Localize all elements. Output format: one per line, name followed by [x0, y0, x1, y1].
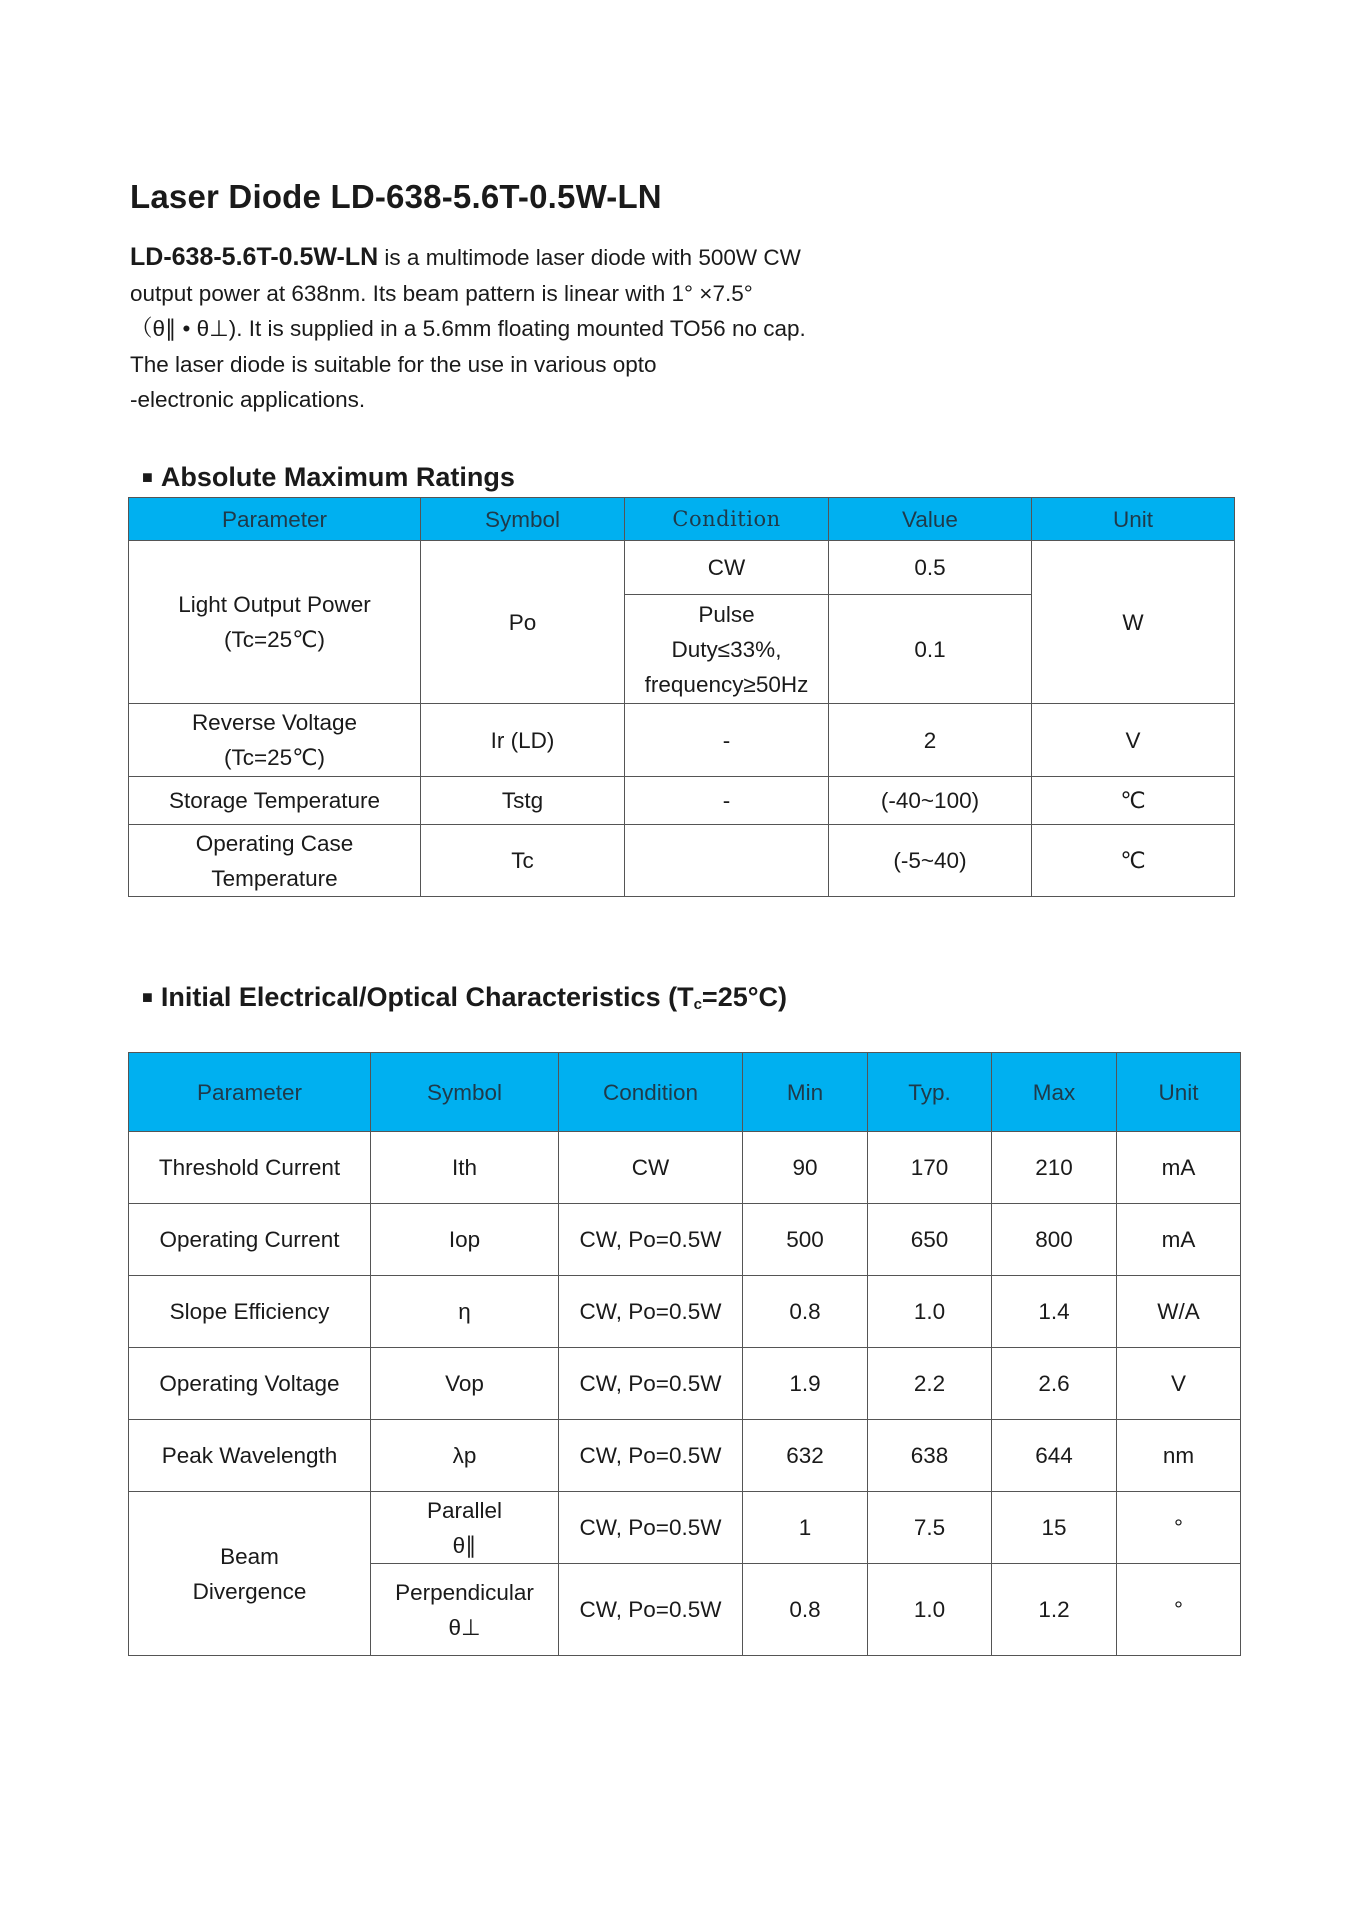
cell-unit: mA	[1117, 1132, 1241, 1204]
col-header: Max	[992, 1053, 1117, 1132]
cell-condition: CW, Po=0.5W	[559, 1420, 743, 1492]
cell-text: Operating Case	[195, 830, 354, 856]
cell-value: (-5~40)	[829, 825, 1032, 897]
cell-typ: 7.5	[868, 1492, 992, 1564]
col-header: Min	[743, 1053, 868, 1132]
col-header: Condition	[625, 498, 829, 541]
cell-symbol: η	[371, 1276, 559, 1348]
cell-text: Duty≤33%,	[671, 636, 782, 662]
cell-condition: CW	[625, 541, 829, 595]
intro-line-5: -electronic applications.	[130, 387, 366, 412]
table-row	[129, 777, 1235, 825]
cell-typ: 650	[868, 1204, 992, 1276]
cell-min: 500	[743, 1204, 868, 1276]
cell-condition: CW, Po=0.5W	[559, 1276, 743, 1348]
cell-text: θ∥	[452, 1532, 477, 1558]
cell-unit: W/A	[1117, 1276, 1241, 1348]
cell-condition: CW, Po=0.5W	[559, 1204, 743, 1276]
cell-max: 15	[992, 1492, 1117, 1564]
col-header: Typ.	[868, 1053, 992, 1132]
table-header-row	[129, 1053, 1241, 1132]
col-header: Value	[829, 498, 1032, 541]
cell-text: Parallel	[426, 1497, 503, 1523]
col-header: Condition	[559, 1053, 743, 1132]
cell-text: Reverse Voltage	[191, 710, 358, 735]
cell-symbol: Tc	[421, 825, 625, 897]
cell-unit: ℃	[1032, 825, 1235, 897]
cell-value: 2	[829, 704, 1032, 777]
cell-max: 210	[992, 1132, 1117, 1204]
cell-text: θ⊥	[448, 1614, 481, 1640]
cell-text: Perpendicular	[395, 1579, 534, 1605]
cell-text: Light Output Power	[178, 592, 371, 617]
cell-condition: -	[625, 704, 829, 777]
cell-parameter	[129, 1492, 371, 1656]
cell-text: Pulse	[698, 601, 755, 627]
col-header: Parameter	[129, 498, 421, 541]
cell-max: 2.6	[992, 1348, 1117, 1420]
cell-parameter	[129, 704, 421, 777]
col-header: Symbol	[421, 498, 625, 541]
table-row	[129, 541, 1235, 595]
cell-text: frequency≥50Hz	[644, 671, 809, 697]
cell-condition: CW	[559, 1132, 743, 1204]
cell-unit: V	[1032, 704, 1235, 777]
cell-symbol: λp	[371, 1420, 559, 1492]
cell-max: 1.2	[992, 1564, 1117, 1656]
cell-parameter: Storage Temperature	[129, 777, 421, 825]
section-bullet: ■	[142, 467, 153, 487]
table-row	[129, 1276, 1241, 1348]
cell-condition: CW, Po=0.5W	[559, 1564, 743, 1656]
cell-unit: W	[1032, 541, 1235, 704]
cell-unit: V	[1117, 1348, 1241, 1420]
cell-symbol: Ith	[371, 1132, 559, 1204]
cell-unit: °	[1117, 1564, 1241, 1656]
intro-line-1-rest: is a multimode laser diode with 500W CW	[378, 245, 801, 270]
cell-value: 0.5	[829, 541, 1032, 595]
cell-symbol: Iop	[371, 1204, 559, 1276]
cell-unit: nm	[1117, 1420, 1241, 1492]
cell-min: 632	[743, 1420, 868, 1492]
intro-paragraph	[130, 240, 890, 418]
col-header: Symbol	[371, 1053, 559, 1132]
col-header: Unit	[1117, 1053, 1241, 1132]
cell-typ: 1.0	[868, 1564, 992, 1656]
electrical-optical-table	[128, 1052, 1241, 1656]
section-bullet: ■	[142, 987, 153, 1007]
cell-min: 0.8	[743, 1276, 868, 1348]
table-row	[129, 1132, 1241, 1204]
cell-value: 0.1	[829, 595, 1032, 704]
cell-parameter: Threshold Current	[129, 1132, 371, 1204]
table-header-row	[129, 498, 1235, 541]
cell-min: 1	[743, 1492, 868, 1564]
table-row	[129, 1420, 1241, 1492]
cell-condition: -	[625, 777, 829, 825]
intro-line-1	[130, 240, 890, 276]
intro-model: LD-638-5.6T-0.5W-LN	[130, 243, 379, 271]
cell-symbol: Tstg	[421, 777, 625, 825]
section-absolute-max-ratings	[142, 462, 515, 493]
section-title-sub: c	[693, 996, 702, 1013]
section-title-text-end: =25°C)	[701, 982, 788, 1012]
cell-parameter	[129, 825, 421, 897]
cell-min: 1.9	[743, 1348, 868, 1420]
cell-text: Divergence	[192, 1578, 307, 1604]
cell-text: (Tc=25℃)	[224, 745, 325, 770]
cell-parameter: Peak Wavelength	[129, 1420, 371, 1492]
table-row	[129, 1348, 1241, 1420]
cell-symbol	[371, 1492, 559, 1564]
cell-text: Beam	[220, 1543, 279, 1569]
cell-typ: 1.0	[868, 1276, 992, 1348]
absolute-max-ratings-table	[128, 497, 1235, 897]
cell-max: 1.4	[992, 1276, 1117, 1348]
cell-value: (-40~100)	[829, 777, 1032, 825]
table-row	[129, 1492, 1241, 1564]
cell-symbol: Vop	[371, 1348, 559, 1420]
cell-unit: mA	[1117, 1204, 1241, 1276]
intro-line-4: The laser diode is suitable for the use in various opto	[130, 351, 657, 377]
col-header: Parameter	[129, 1053, 371, 1132]
cell-symbol: Ir (LD)	[421, 704, 625, 777]
cell-text: (Tc=25℃)	[224, 627, 325, 652]
cell-typ: 2.2	[868, 1348, 992, 1420]
cell-symbol: Po	[421, 541, 625, 704]
cell-text: Temperature	[211, 865, 338, 891]
cell-min: 0.8	[743, 1564, 868, 1656]
table-row	[129, 704, 1235, 777]
cell-condition	[625, 825, 829, 897]
cell-symbol	[371, 1564, 559, 1656]
intro-line-2: output power at 638nm. Its beam pattern is linear with 1° ×7.5°	[130, 280, 753, 306]
cell-parameter: Operating Current	[129, 1204, 371, 1276]
cell-condition	[625, 595, 829, 704]
section-electrical-optical	[142, 982, 787, 1013]
intro-line-3: （θ∥ • θ⊥). It is supplied in a 5.6mm floating mounted TO56 no cap.	[130, 316, 806, 341]
table-row	[129, 825, 1235, 897]
section-title-text: Initial Electrical/Optical Characteristics (T	[160, 982, 694, 1012]
cell-unit: ℃	[1032, 777, 1235, 825]
cell-condition: CW, Po=0.5W	[559, 1348, 743, 1420]
cell-max: 800	[992, 1204, 1117, 1276]
cell-min: 90	[743, 1132, 868, 1204]
cell-typ: 638	[868, 1420, 992, 1492]
section-title-text: Absolute Maximum Ratings	[160, 462, 515, 492]
col-header: Unit	[1032, 498, 1235, 541]
cell-max: 644	[992, 1420, 1117, 1492]
cell-parameter: Operating Voltage	[129, 1348, 371, 1420]
page-title: Laser Diode LD-638-5.6T-0.5W-LN	[130, 178, 662, 215]
cell-parameter: Slope Efficiency	[129, 1276, 371, 1348]
cell-condition: CW, Po=0.5W	[559, 1492, 743, 1564]
cell-unit: °	[1117, 1492, 1241, 1564]
table-row	[129, 1204, 1241, 1276]
cell-typ: 170	[868, 1132, 992, 1204]
cell-parameter	[129, 541, 421, 704]
